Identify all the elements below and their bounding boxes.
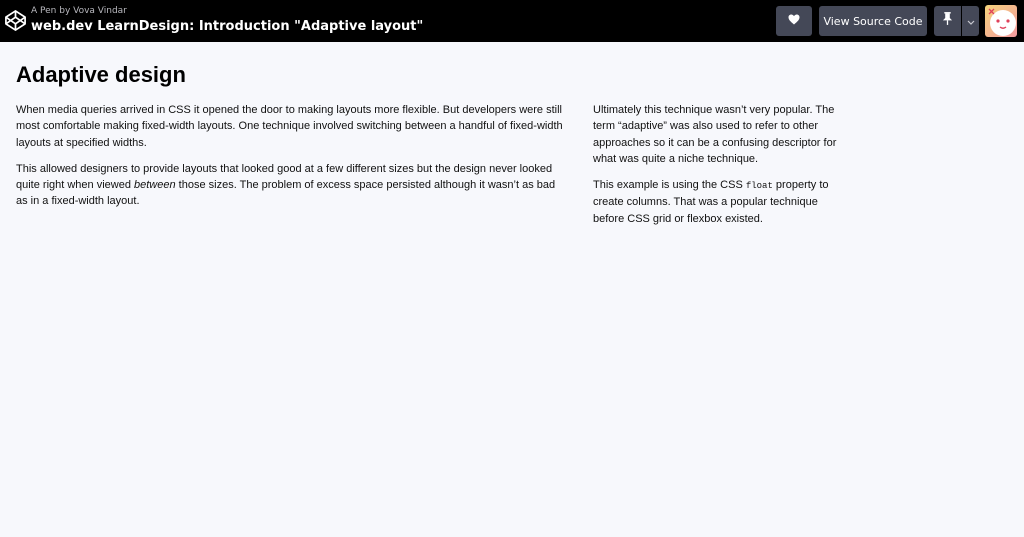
pen-preview xyxy=(0,42,1024,537)
pin-button[interactable] xyxy=(934,6,961,36)
right-paragraph-2: This example is using the CSS float property to create columns. That was a popular technique before CSS grid or flexbox existed. xyxy=(593,179,829,225)
pen-byline[interactable]: A Pen by Vova Vindar xyxy=(31,6,127,16)
left-paragraph-2: This allowed designers to provide layouts that looked good at a few different sizes but the design never looked quite right when viewed between those sizes. The problem of excess space persisted although it wasn’t as bad as in a fixed-width layout. xyxy=(16,162,556,208)
pen-title: web.dev LearnDesign: Introduction "Adaptive layout" xyxy=(31,19,424,34)
page-heading: Adaptive design xyxy=(16,62,186,87)
emphasis-between: between xyxy=(134,179,176,192)
left-paragraph-1: When media queries arrived in CSS it opened the door to making layouts more flexible. But developers were still most comfortable making fixed-width layouts. One technique involved switching between a handful of fixed-width layouts at specified widths. xyxy=(16,104,563,149)
left-column xyxy=(16,102,568,220)
right-paragraph-1: Ultimately this technique wasn’t very popular. The term “adaptive” was also used to refer to other approaches so it can be a confusing descriptor for what was quite a niche technique. xyxy=(593,104,837,165)
view-source-button[interactable]: View Source Code xyxy=(819,6,927,36)
chevron-down-icon xyxy=(967,12,975,30)
pin-menu-button[interactable] xyxy=(962,6,979,36)
code-float: float xyxy=(745,181,773,192)
heart-icon xyxy=(788,12,800,30)
right-column xyxy=(593,102,837,237)
user-avatar[interactable] xyxy=(985,5,1017,37)
love-button[interactable] xyxy=(776,6,812,36)
pen-header xyxy=(0,0,1024,42)
pin-icon xyxy=(942,12,953,30)
codepen-logo-icon[interactable] xyxy=(4,9,27,32)
